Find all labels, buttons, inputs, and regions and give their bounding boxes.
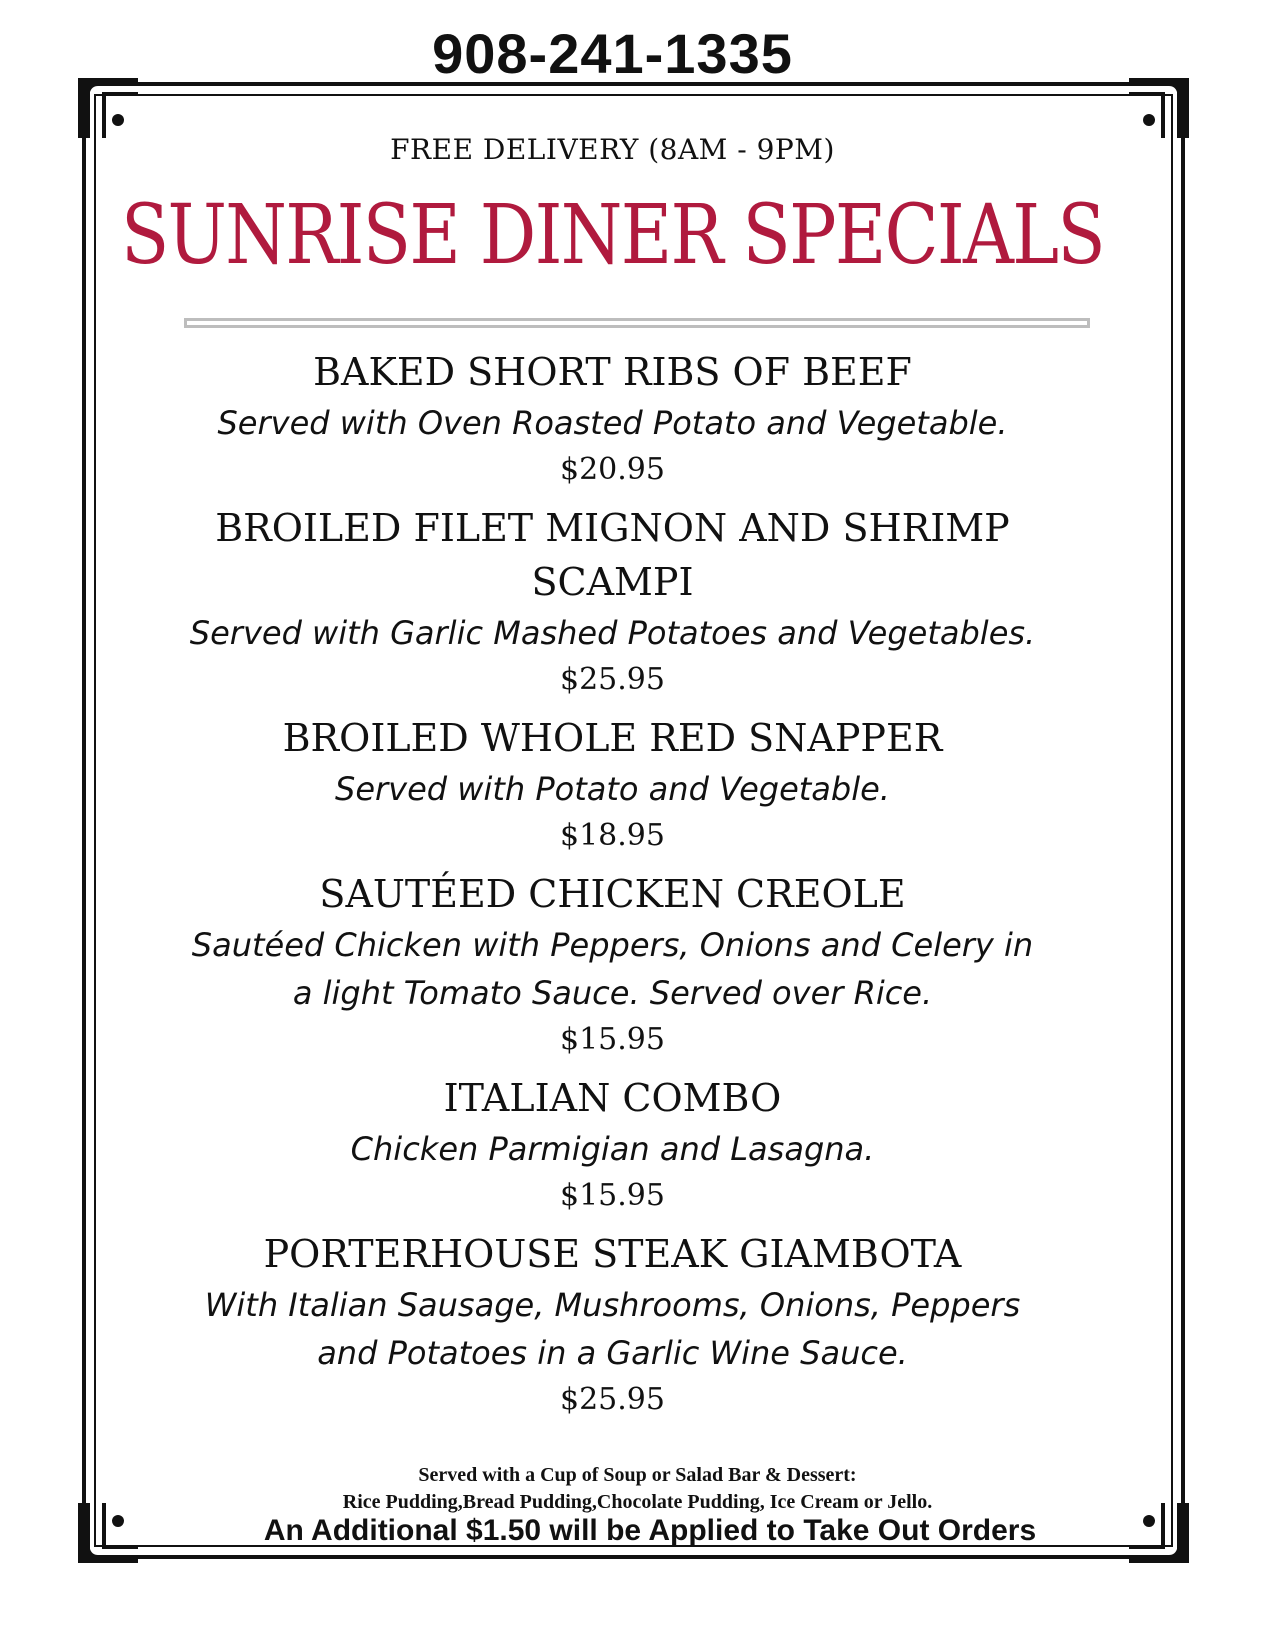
menu-item-name: ITALIAN COMBO	[443, 1076, 782, 1120]
menu-item-name: SAUTÉED CHICKEN CREOLE	[319, 872, 906, 916]
delivery-hours: FREE DELIVERY (8AM - 9PM)	[390, 133, 835, 166]
take-out-note: An Additional $1.50 will be Applied to Take Out Orders	[263, 1514, 1037, 1547]
menu-item-price: $15.95	[560, 1178, 665, 1213]
menu-item-name: BAKED SHORT RIBS OF BEEF	[313, 350, 912, 394]
menu-item-name: PORTERHOUSE STEAK GIAMBOTA	[263, 1232, 962, 1276]
menu-item-name: BROILED FILET MIGNON AND SHRIMP SCAMPI	[215, 506, 1010, 604]
menu-item-description: Served with Garlic Mashed Potatoes and Vegetables.	[189, 614, 1036, 652]
menu-item	[150, 711, 1075, 859]
menu-item	[150, 345, 1075, 493]
menu-item-name: BROILED WHOLE RED SNAPPER	[282, 716, 943, 760]
menu-item-price: $18.95	[560, 818, 665, 853]
menu-item-price: $25.95	[560, 1382, 665, 1417]
dessert-options: Rice Pudding,Bread Pudding,Chocolate Pudding, Ice Cream or Jello.	[342, 1491, 933, 1513]
corner-ornament-icon	[1129, 78, 1189, 138]
menu-item	[150, 501, 1075, 703]
divider	[184, 318, 1090, 328]
served-with-note: Served with a Cup of Soup or Salad Bar & Dessert:	[418, 1464, 857, 1486]
page-title: SUNRISE DINER SPECIALS	[120, 188, 1104, 283]
menu-list	[150, 345, 1075, 1431]
menu-item-description: Sautéed Chicken with Peppers, Onions and Celery in a light Tomato Sauce. Served over Rice.	[191, 926, 1034, 1012]
menu-item-price: $20.95	[560, 452, 665, 487]
corner-ornament-icon	[78, 78, 138, 138]
menu-item-description: Served with Potato and Vegetable.	[335, 770, 890, 808]
menu-item	[150, 867, 1075, 1063]
menu-item-price: $25.95	[560, 662, 665, 697]
menu-item-description: Chicken Parmigian and Lasagna.	[350, 1130, 875, 1168]
menu-item-description: Served with Oven Roasted Potato and Vegetable.	[217, 404, 1008, 442]
menu-item-description: With Italian Sausage, Mushrooms, Onions, Peppers and Potatoes in a Garlic Wine Sauce.	[204, 1286, 1021, 1372]
menu-item-price: $15.95	[560, 1022, 665, 1057]
menu-item	[150, 1227, 1075, 1423]
phone-number: 908-241-1335	[432, 22, 793, 85]
menu-item	[150, 1071, 1075, 1219]
